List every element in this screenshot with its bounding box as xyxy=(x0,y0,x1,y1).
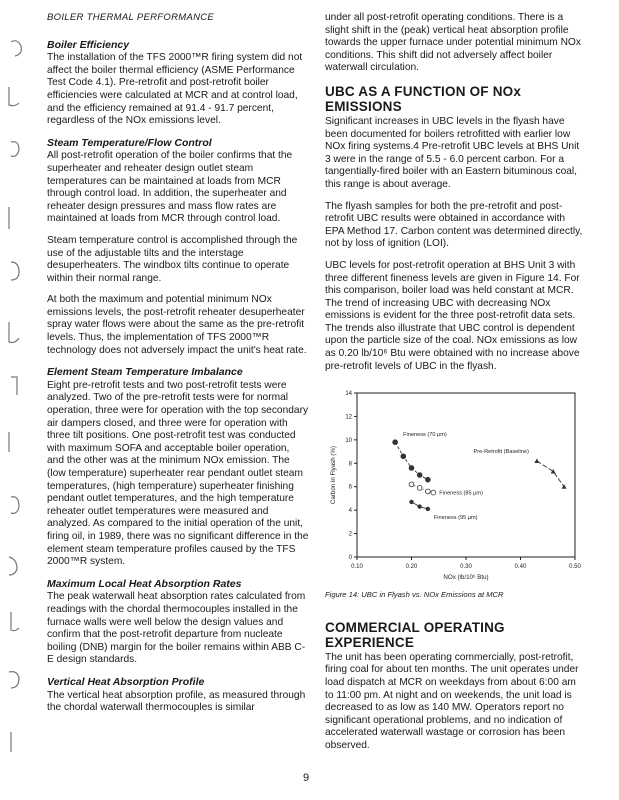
data-point xyxy=(410,500,414,504)
scan-mark xyxy=(9,557,17,575)
scan-mark xyxy=(11,497,19,514)
y-tick-label: 10 xyxy=(345,438,352,445)
figure-14-chart xyxy=(325,387,583,583)
running-header: BOILER THERMAL PERFORMANCE xyxy=(47,12,215,23)
x-axis-label: NOx (lb/10⁶ Btu) xyxy=(443,574,489,582)
x-tick-label: 0.40 xyxy=(514,564,527,571)
series-label: Fineness (85 µm) xyxy=(439,490,483,497)
y-tick-label: 2 xyxy=(348,531,352,538)
boiler-efficiency-text: The installation of the TFS 2000™R firing system did not affect the boiler thermal efficiency (ASME Performance Test Code 4.1). Pre-retrofit and post-retrofit boiler efficiencies were calculated at MCR and at control load, and the efficiency remained at 91.4 - 91.7 percent, regardless of the NOx emissions level. xyxy=(47,52,303,127)
y-axis-label: Carbon in Flyash (%) xyxy=(330,446,337,505)
vertical-profile-heading: Vertical Heat Absorption Profile xyxy=(47,675,205,688)
commercial-text: The unit has been operating commercially, post-retrofit, firing coal for about ten months. The unit operates under load dispatch at MCR on weekdays from about 6:00 am to 11:00 pm. At night and on weekends, the unit load is decreased to as low as 140 MW. Operators report no significant operational problems, and no indication of accelerated waterwall wastage or corrosion has been observed. xyxy=(325,651,579,751)
scan-mark xyxy=(11,262,19,280)
commercial-section-heading: COMMERCIAL OPERATING EXPERIENCE xyxy=(325,619,505,650)
steam-temperature-paragraph: At both the maximum and potential minimum NOx emissions levels, the post-retrofit reheater desuperheater spray water flows were about the same as the pre-retrofit levels. Thus, the implementation of TFS 2000™R technology does not adversely impact the unit's heat rate. xyxy=(47,294,307,356)
y-tick-label: 4 xyxy=(348,508,352,515)
boiler-efficiency-heading: Boiler Efficiency xyxy=(47,38,130,51)
binding-marks-graphic xyxy=(3,12,35,787)
ubc-paragraph: The flyash samples for both the pre-retrofit and post-retrofit UBC results were obtained in accordance with EPA Method 17. Carbon content was determined directly, not by loss of ignition (LOI). xyxy=(325,200,583,250)
data-point xyxy=(425,489,430,494)
continued-text: under all post-retrofit operating conditions. There is a slight shift in the (peak) vertical heat absorption profile towards the upper furnace under potential minimum NOx conditions. This shift did not adversely affect boiler waterwall circulation. xyxy=(325,12,581,74)
scan-mark xyxy=(11,377,17,395)
steam-temperature-heading: Steam Temperature/Flow Control xyxy=(47,136,212,149)
y-tick-label: 0 xyxy=(348,555,352,562)
series-label: Fineness (95 µm) xyxy=(433,515,478,522)
steam-temperature-paragraph: All post-retrofit operation of the boiler confirms that the superheater and reheater design outlet steam temperatures can be maintained at loads from MCR through control load. In addition, the superheater and reheater design pressures and mass flow rates are maintained at loads from MCR through control load. xyxy=(47,150,293,225)
data-point xyxy=(417,486,422,491)
y-tick-label: 6 xyxy=(348,484,352,491)
series-label: Fineness (70 µm) xyxy=(403,432,447,439)
steam-temperature-paragraph: Steam temperature control is accomplished through the use of the adjustable tilts and the interstage desuperheaters. The windbox tilts continue to operate within their normal range. xyxy=(47,234,298,284)
y-tick-label: 12 xyxy=(345,414,352,421)
series-line xyxy=(395,442,428,479)
ubc-nox-scatter-chart xyxy=(325,387,583,583)
scan-mark xyxy=(9,87,19,106)
series-label: Pre-Retrofit (Baseline) xyxy=(473,449,529,456)
data-point xyxy=(425,478,430,483)
right-column xyxy=(325,12,583,762)
scan-mark xyxy=(11,142,19,157)
page-number: 9 xyxy=(303,772,310,784)
data-point xyxy=(401,454,406,459)
x-tick-label: 0.50 xyxy=(569,564,581,571)
scan-mark xyxy=(9,672,19,688)
ubc-paragraph: UBC levels for post-retrofit operation at BHS Unit 3 with three different fineness levels are given in Figure 14. For this comparison, boiler load was held constant at MCR. The trend of increasing UBC with decreasing NOx emissions is evident for the three post-retrofit data sets. The trends also illustrate that UBC control is dependent upon the particle size of the coal. NOx emissions as low as 0.20 lb/10⁶ Btu were obtained with no increase above pre-retrofit levels of UBC in the flyash. xyxy=(325,259,580,372)
data-point xyxy=(431,490,436,495)
data-point xyxy=(393,440,398,445)
x-tick-label: 0.30 xyxy=(460,564,472,571)
series-line xyxy=(537,461,564,487)
data-point xyxy=(426,507,430,511)
ubc-section-heading: UBC AS A FUNCTION OF NOx EMISSIONS xyxy=(325,83,522,114)
scan-mark xyxy=(11,612,19,631)
element-imbalance-heading: Element Steam Temperature Imbalance xyxy=(47,366,243,379)
left-column xyxy=(47,12,309,724)
heat-absorption-rates-heading: Maximum Local Heat Absorption Rates xyxy=(47,577,242,590)
heat-absorption-rates-text: The peak waterwall heat absorption rates calculated from readings with the chordal thermocouples installed in the furnace walls were well below the design values and confirm that the post-retrofit departure from nucleate boiling (DNB) margin for the boiler remains within ABB C-E design standards. xyxy=(47,591,306,666)
data-point xyxy=(551,469,556,474)
y-tick-label: 8 xyxy=(348,461,352,468)
x-tick-label: 0.10 xyxy=(351,564,363,571)
scan-mark xyxy=(9,322,19,343)
vertical-profile-text: The vertical heat absorption profile, as measured through the chordal waterwall thermocouples is similar xyxy=(47,689,306,714)
y-tick-label: 14 xyxy=(345,391,352,398)
binding-marks xyxy=(3,12,35,787)
data-point xyxy=(418,505,422,509)
element-imbalance-text: Eight pre-retrofit tests and two post-retrofit tests were analyzed. Two of the pre-retrofit tests were for normal operation, three were for operation with the top secondary air dampers closed, and three were for operation with three tilt positions. One post-retrofit test was conducted with maximum SOFA and acceptable boiler operation, and the other was at the minimum NOx emission. The (low temperature) superheater rear pendant outlet steam temperatures, (high temperature) superheater finishing pendant outlet temperatures, and the high temperature reheater outlet temperatures were measured and analyzed. As compared to the initial operation of the unit, firing oil, in 1989, there was no significant difference in the element steam temperature profiles caused by the TFS 2000™R system. xyxy=(47,379,309,568)
plot-frame xyxy=(357,393,575,557)
data-point xyxy=(409,482,414,487)
figure-caption: Figure 14: UBC in Flyash vs. NOx Emissions at MCR xyxy=(325,590,504,600)
data-point xyxy=(534,459,539,464)
x-tick-label: 0.20 xyxy=(405,564,418,571)
data-point xyxy=(417,473,422,478)
ubc-paragraph: Significant increases in UBC levels in the flyash have been documented for boilers retrofitted with earlier low NOx firing systems.4 Pre-retrofit UBC levels at BHS Unit 3 were in the range of 5.5 - 6.0 percent carbon. For a tangentially-fired boiler with an Eastern bituminous coal, this range is about average. xyxy=(325,115,580,190)
scan-mark xyxy=(11,41,21,56)
data-point xyxy=(409,466,414,471)
